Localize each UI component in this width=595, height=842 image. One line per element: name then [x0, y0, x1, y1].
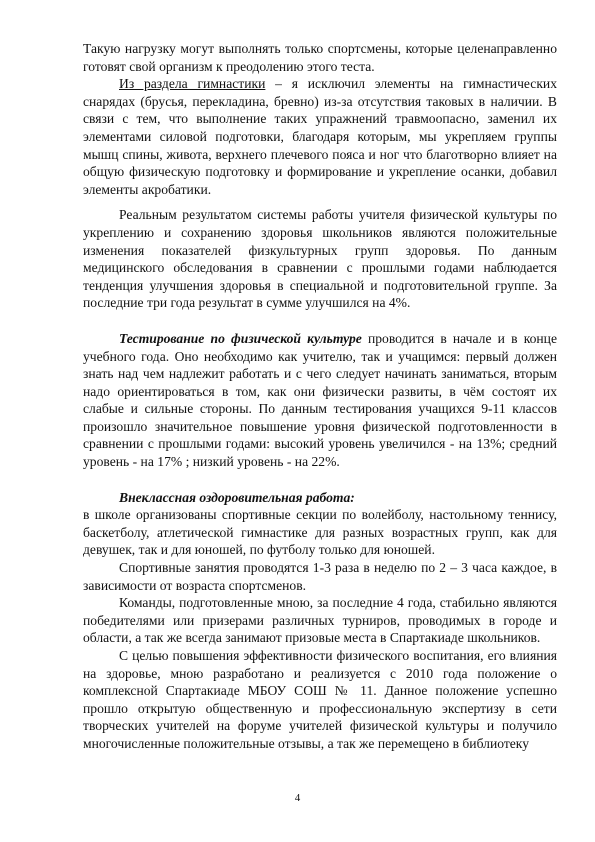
paragraph-testing	[83, 330, 557, 471]
paragraph-teams: Команды, подготовленные мною, за последние 4 года, стабильно являются победителями или призерами различных турниров, проводимых в городе и области, а так же всегда занимают призовые места в Спартакиаде школьников.	[83, 595, 557, 646]
extracurricular-heading: Внеклассная оздоровительная работа:	[119, 489, 355, 505]
testing-heading: Тестирование по физической культуре	[119, 330, 362, 346]
paragraph-gymnastics	[83, 75, 557, 198]
spacer	[83, 198, 557, 206]
paragraph-test-load: Такую нагрузку могут выполнять только спортсмены, которые целенаправленно готовят свой организм к преодолению этого теста.	[83, 41, 557, 74]
page-number: 4	[294, 792, 301, 804]
paragraph-spartakiad: С целью повышения эффективности физического воспитания, его влияния на здоровье, мною разработано и реализуется с 2010 года положение о комплексной Спартакиаде МБОУ СОШ № 11. Данное положение успешно прошло открытую общественную и профессиональную экспертизу в сети творческих учителей на форуме учителей физической культуры и получило многочисленные положительные отзывы, а так же перемещено в библиотеку	[83, 648, 557, 751]
gymnastics-section-text: – я исключил элементы на гимнастических снарядах (брусья, перекладина, бревно) из-за отсутствия таковых в наличии. В связи с тем, что выполнение таких упражнений травмоопасно, заменил их элементами силовой подготовки, благодаря которым, мы укрепляем группы мышц спины, живота, верхнего плечевого пояса и ног что благотворно влияет на общую физическую подготовку и формирование и укрепление осанки, добавил элементы акробатики.	[83, 76, 557, 197]
paragraph-results: Реальным результатом системы работы учителя физической культуры по укреплению и сохранению здоровья школьников являются положительные изменения показателей физкультурных групп здоровья. По данным медицинского обследования в сравнении с прошлыми годами наблюдается тенденция улучшения здоровья в специальной и подготовительной группе. За последние три года результат в сумме улучшился на 4%.	[83, 207, 557, 311]
spacer	[83, 312, 557, 330]
paragraph-sport-sections: в школе организованы спортивные секции по волейболу, настольному теннису, баскетболу, атлетической гимнастике для разных возрастных групп, как для девушек, так и для юношей, по футболу только для юношей.	[83, 507, 557, 558]
spacer	[83, 471, 557, 489]
paragraph-extracurricular-heading	[83, 489, 557, 507]
gymnastics-section-lead: Из раздела гимнастики	[119, 76, 266, 92]
document-body	[83, 40, 557, 753]
paragraph-training-schedule: Спортивные занятия проводятся 1-3 раза в неделю по 2 – 3 часа каждое, в зависимости от возраста спортсменов.	[83, 560, 557, 593]
testing-text: проводится в начале и в конце учебного года. Оно необходимо как учителю, так и учащимся: первый должен знать над чем надлежит работать и с чего следует начинать заниматься, вторым надо ориентироваться в том, как они физически развиты, в чём состоят их слабые и сильные стороны. По данным тестирования учащихся 9-11 классов произошло значительное повышение уровня физической подготовленности в сравнении с прошлыми годами: высокий уровень увеличился - на 13%; средний уровень - на 17% ; низкий уровень - на 22%.	[83, 330, 557, 470]
